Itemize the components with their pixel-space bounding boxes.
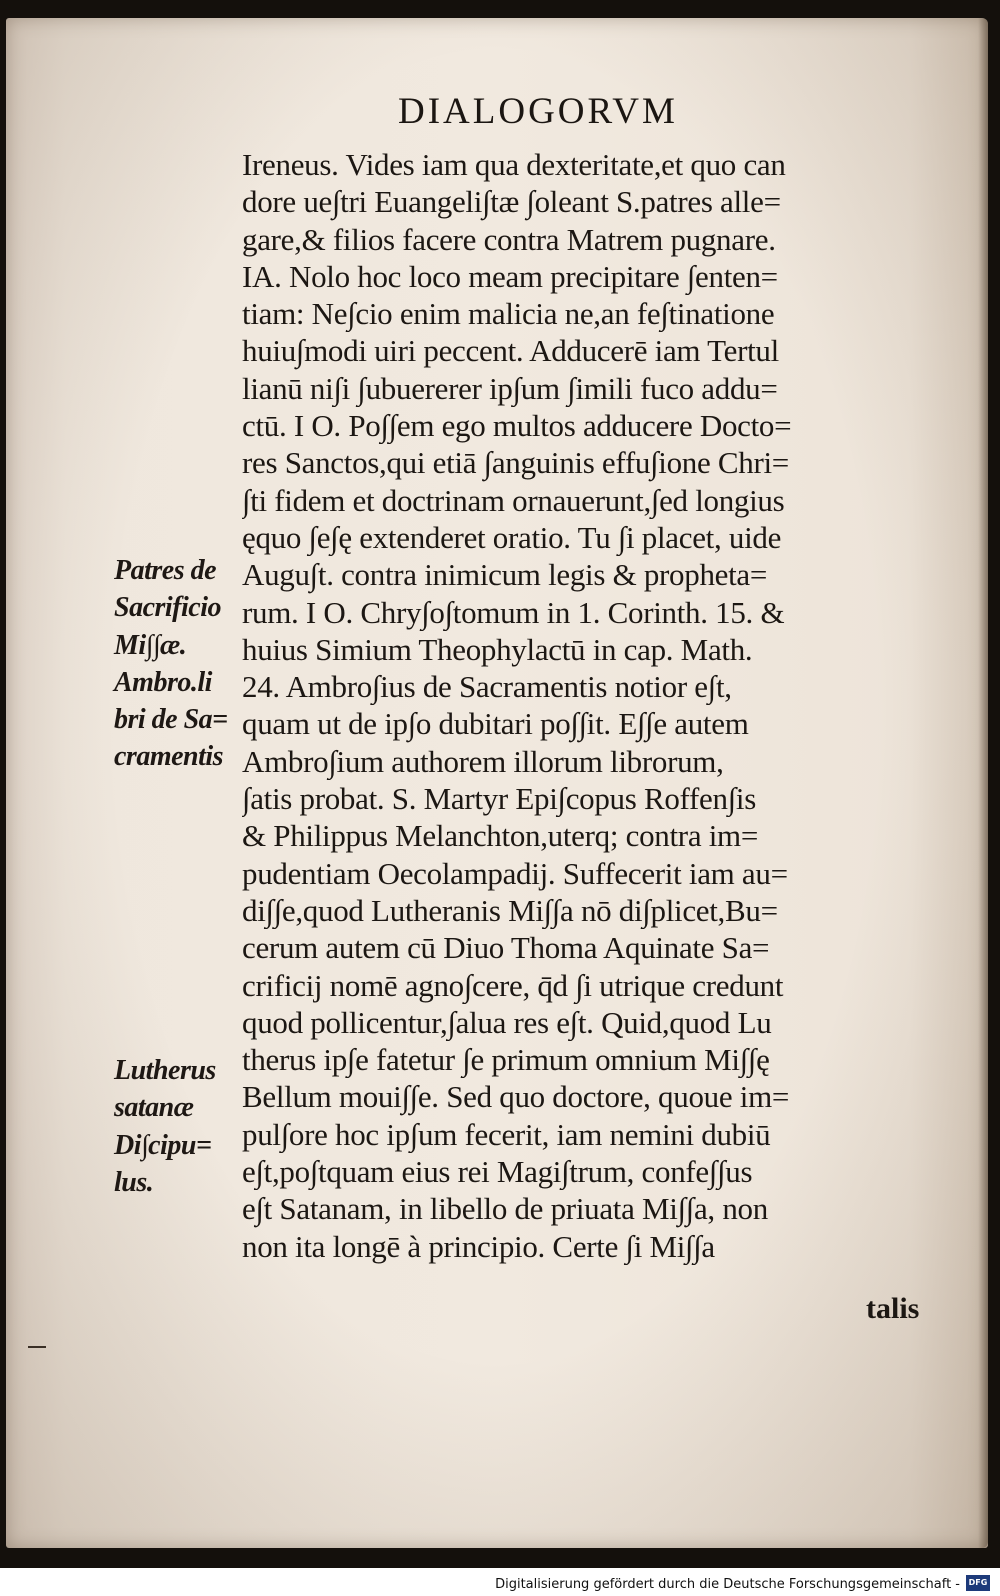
text-line: & Philippus Melanchton,uterq; contra im= [242,818,759,854]
marginal-line: satanæ [114,1092,194,1124]
text-line: huius Simium Theophylactū in cap. Math. [242,631,753,667]
text-line: di∫∫e,quod Lutheranis Mi∫∫a nō di∫plicet,Bu= [242,892,778,928]
text-line: gare,& filios facere contra Matrem pugnare. [242,221,776,257]
text-line: Ambro∫ium authorem illorum librorum, [242,743,724,779]
marginal-line: Di∫cipu= [114,1129,212,1161]
text-line: ęquo ∫e∫ę extenderet oratio. Tu ∫i placet, uide [242,519,782,555]
text-line: therus ip∫e fatetur ∫e primum omnium Mi∫∫ę [242,1042,770,1078]
digitization-footer [0,1568,1000,1596]
marginal-line: Sacrificio [114,592,221,624]
text-line: cerum autem cū Diuo Thoma Aquinate Sa= [242,930,770,966]
page-edge-shadow [978,18,988,1548]
funding-credit: Digitalisierung gefördert durch die Deutsche Forschungsgemeinschaft - [495,1577,960,1592]
dfg-logo-icon: DFG [966,1575,990,1591]
marginal-line: Lutherus [114,1055,216,1086]
text-line: ∫ti fidem et doctrinam ornauerunt,∫ed longius [242,482,785,518]
text-line: rum. I O. Chry∫o∫tomum in 1. Corinth. 15. & [242,594,785,630]
margin-tick-mark [28,1346,46,1348]
marginal-line: Mi∫∫æ. [114,629,187,661]
text-line: res Sanctos,qui etiā ∫anguinis effu∫ione Chri= [242,445,789,481]
text-line: pudentiam Oecolampadij. Suffecerit iam au= [242,855,788,891]
text-line: e∫t Satanam, in libello de priuata Mi∫∫a, non [242,1191,768,1227]
text-line: huiu∫modi uiri peccent. Adducerē iam Tertul [242,333,779,369]
text-line: Augu∫t. contra inimicum legis & propheta= [242,557,768,593]
text-line: crificij nomē agno∫cere, q̄d ∫i utrique credunt [242,967,784,1003]
text-line: Bellum moui∫∫e. Sed quo doctore, quoue im= [242,1079,790,1115]
text-line: e∫t,po∫tquam eius rei Magi∫trum, confe∫∫us [242,1154,753,1190]
marginal-line: lus. [114,1166,154,1198]
text-line: lianū ni∫i ∫ubuererer ip∫um ∫imili fuco addu= [242,370,778,406]
text-line: ∫atis probat. S. Martyr Epi∫copus Roffen∫is [242,781,756,817]
book-page [6,18,988,1548]
text-line: quod pollicentur,∫alua res e∫t. Quid,quod Lu [242,1004,772,1040]
text-line: 24. Ambro∫ius de Sacramentis notior e∫t, [242,669,732,705]
marginal-line: cramentis [114,741,224,773]
text-line: non ita longē à principio. Certe ∫i Mi∫∫a [242,1228,715,1264]
text-line: dore ue∫tri Euangeli∫tæ ∫oleant S.patres alle= [242,184,781,220]
text-line: tiam: Ne∫cio enim malicia ne,an fe∫tinatione [242,296,775,332]
marginal-note-patres [114,552,242,776]
catchword: talis [866,1292,920,1325]
marginal-line: bri de Sa= [114,704,228,736]
marginal-line: Ambro.li [114,666,212,698]
marginal-note-lutherus [114,1052,242,1201]
marginal-line: Patres de [114,555,217,586]
main-text-block [242,146,932,1265]
text-line: quam ut de ip∫o dubitari po∫∫it. E∫∫e autem [242,706,749,742]
running-head: DIALOGORVM [398,91,678,132]
text-line: pul∫ore hoc ip∫um fecerit, iam nemini dubiū [242,1116,771,1152]
text-line: IA. Nolo hoc loco meam precipitare ∫enten= [242,258,778,294]
text-line: Ireneus. Vides iam qua dexteritate,et quo can [242,147,786,182]
text-line: ctū. I O. Po∫∫em ego multos adducere Docto= [242,408,792,444]
